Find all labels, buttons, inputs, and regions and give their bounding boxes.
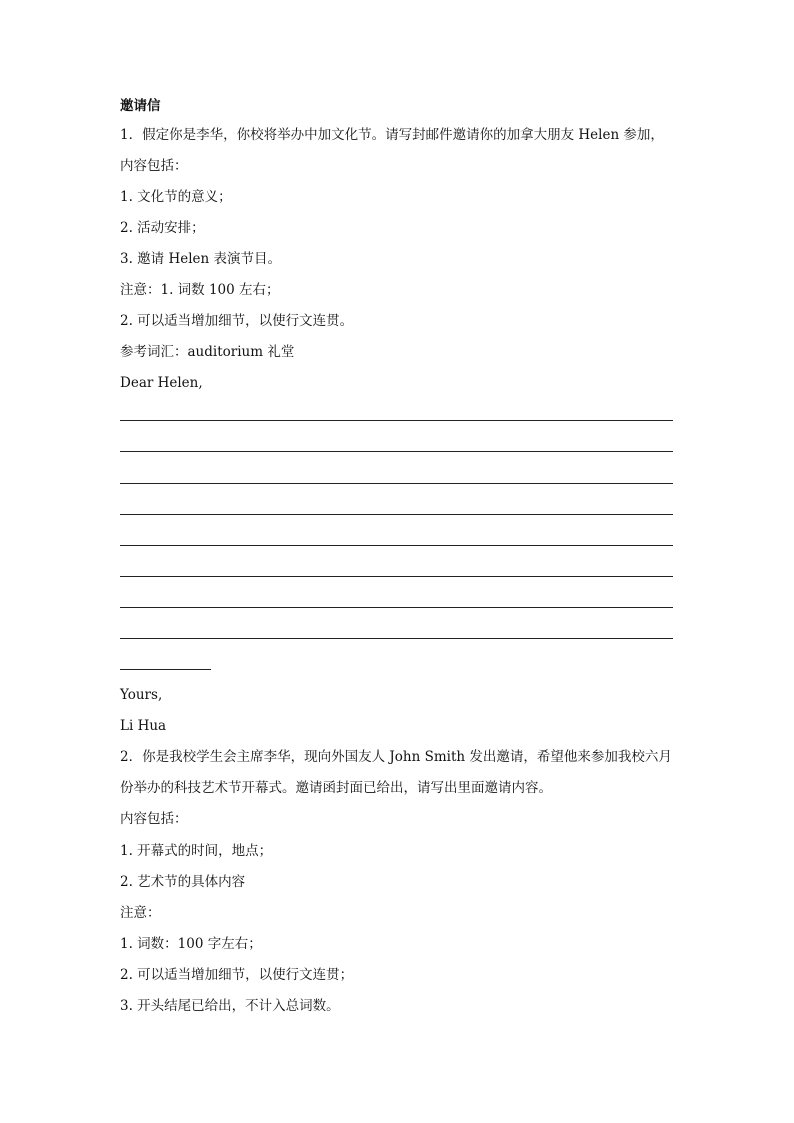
task2-note-2: 2. 可以适当增加细节，以使行文连贯； — [120, 967, 354, 983]
task2-prompt-line1: 2．你是我校学生会主席李华，现向外国友人 John Smith 发出邀请，希望他来参加我校六月 — [120, 749, 672, 765]
task1-note-2: 2. 可以适当增加细节，以使行文连贯。 — [120, 313, 354, 329]
task1-signature: Li Hua — [120, 718, 167, 734]
task1-point-2: 2. 活动安排； — [120, 220, 205, 236]
task2-notes-heading: 注意： — [120, 905, 161, 921]
task2-point-2: 2. 艺术节的具体内容 — [120, 874, 246, 890]
task1-prompt-line1: 1．假定你是李华，你校将举办中加文化节。请写封邮件邀请你的加拿大朋友 Helen 参加， — [120, 127, 664, 143]
task1-point-3: 3. 邀请 Helen 表演节目。 — [120, 251, 282, 267]
writing-line — [120, 514, 673, 515]
task2-note-1: 1. 词数：100 字左右； — [120, 936, 262, 952]
writing-line — [120, 638, 673, 639]
task1-point-1: 1. 文化节的意义； — [120, 189, 232, 205]
task1-prompt-line2: 内容包括： — [120, 158, 188, 174]
task1-note-1: 注意：1. 词数 100 左右； — [120, 282, 280, 298]
task1-salutation: Dear Helen, — [120, 375, 203, 391]
task2-note-3: 3. 开头结尾已给出，不计入总词数。 — [120, 998, 340, 1014]
writing-line — [120, 576, 673, 577]
document-title: 邀请信 — [120, 98, 161, 114]
writing-line — [120, 420, 673, 421]
writing-line — [120, 545, 673, 546]
writing-line — [120, 607, 673, 608]
writing-line — [120, 483, 673, 484]
writing-line-short — [120, 669, 211, 670]
task2-prompt-line2: 份举办的科技艺术节开幕式。邀请函封面已给出，请写出里面邀请内容。 — [120, 780, 552, 796]
task1-closing: Yours, — [120, 687, 163, 703]
task1-vocab: 参考词汇：auditorium 礼堂 — [120, 344, 295, 360]
task2-point-1: 1. 开幕式的时间，地点； — [120, 843, 273, 859]
writing-line — [120, 451, 673, 452]
task2-content-heading: 内容包括： — [120, 811, 188, 827]
